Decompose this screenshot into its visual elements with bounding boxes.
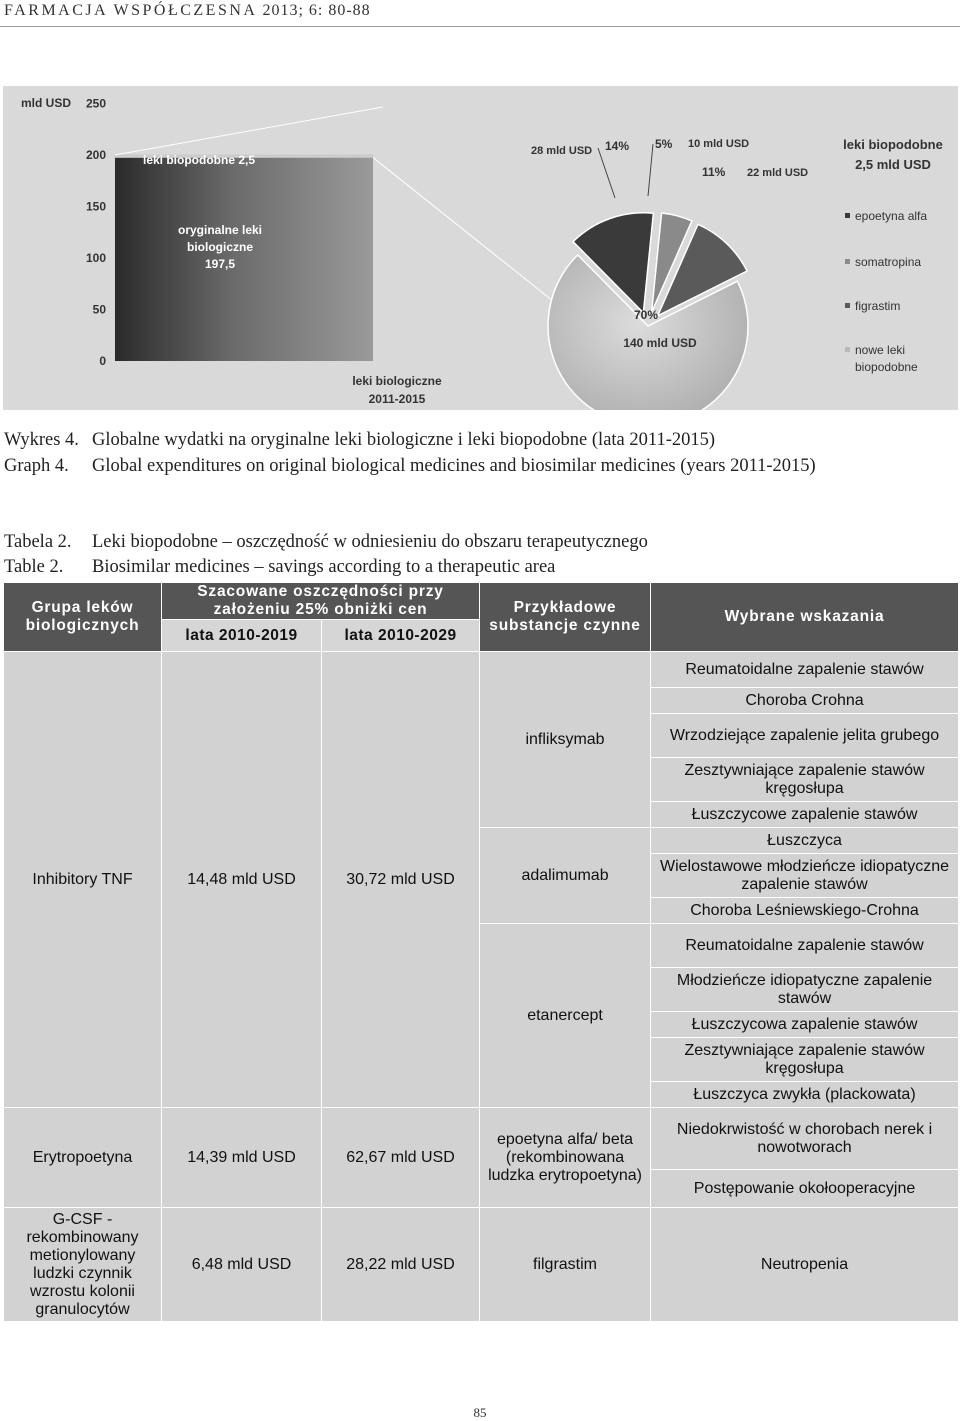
header-years-2019: lata 2010-2019 (162, 620, 322, 652)
epo-savings-2019: 14,39 mld USD (162, 1108, 322, 1208)
indication: Choroba Crohna (651, 688, 959, 714)
chart-svg (3, 86, 958, 410)
connector-line (373, 158, 563, 309)
bar-label-biosimilar: leki biopodobne 2,5 (143, 153, 256, 167)
epo-savings-2029: 62,67 mld USD (322, 1108, 480, 1208)
header-group: Grupa leków biologicznych (4, 583, 162, 652)
bar-label-original: 197,5 (204, 257, 236, 271)
expenditure-chart (3, 86, 958, 410)
legend-label: biopodobne (855, 360, 918, 374)
x-category-label: leki biologiczne (352, 374, 442, 388)
legend-swatch (845, 259, 850, 264)
journal-header (4, 2, 371, 20)
legend-label: nowe leki (855, 343, 906, 357)
legend-label: epoetyna alfa (855, 209, 928, 223)
tnf-savings-2019: 14,48 mld USD (162, 652, 322, 1108)
legend-swatch (845, 213, 850, 218)
y-tick-label: 250 (85, 96, 106, 111)
indication: Wrzodziejące zapalenie jelita grubego (651, 714, 959, 758)
gcsf-savings-2029: 28,22 mld USD (322, 1208, 480, 1322)
indication: Łuszczyca zwykła (plackowata) (651, 1082, 959, 1108)
pie-title: leki biopodobne (843, 137, 943, 152)
group-gcsf: G-CSF - rekombinowany metionylowany ludzki czynnik wzrostu kolonii granulocytów (4, 1208, 162, 1322)
table-caption-pl-text: Leki biopodobne – oszczędność w odniesieniu do obszaru terapeutycznego (92, 532, 648, 552)
y-axis-label: mld USD (21, 96, 72, 110)
indication: Postępowanie okołooperacyjne (651, 1170, 959, 1208)
header-indications: Wybrane wskazania (651, 583, 959, 652)
gcsf-savings-2019: 6,48 mld USD (162, 1208, 322, 1322)
connector-line (115, 107, 383, 155)
pie-percent-label: 70% (633, 308, 659, 322)
y-tick-label: 200 (85, 148, 106, 162)
table-caption-pl-label: Tabela 2. (4, 532, 72, 552)
bar-label-original: biologiczne (187, 240, 253, 254)
pie-value-label: 10 mld USD (688, 138, 750, 150)
pie-title: 2,5 mld USD (855, 157, 931, 172)
header-rule (0, 26, 960, 27)
graph-caption-pl (4, 430, 715, 451)
indication: Wielostawowe młodzieńcze idiopatyczne zapalenie stawów (651, 854, 959, 898)
legend-label: somatropina (855, 255, 922, 269)
indication: Reumatoidalne zapalenie stawów (651, 924, 959, 968)
pie-value-label: 22 mld USD (747, 167, 809, 179)
substance-etanercept: etanercept (480, 924, 651, 1108)
table-caption-pl (4, 532, 648, 553)
legend-swatch (845, 303, 850, 308)
indication: Reumatoidalne zapalenie stawów (651, 652, 959, 688)
y-tick-label: 0 (99, 354, 106, 368)
page-number: 85 (473, 1405, 487, 1420)
tnf-savings-2029: 30,72 mld USD (322, 652, 480, 1108)
graph-caption-en-text: Global expenditures on original biological medicines and biosimilar medicines (years 2011-2015) (92, 456, 816, 476)
indication: Zesztywniające zapalenie stawów kręgosłupa (651, 758, 959, 802)
graph-caption-pl-label: Wykres 4. (4, 430, 79, 450)
graph-caption-en (4, 456, 816, 477)
group-epo: Erytropoetyna (4, 1108, 162, 1208)
substance-epoetyna: epoetyna alfa/ beta (rekombinowana ludzka erytropoetyna) (480, 1108, 651, 1208)
legend-label: figrastim (855, 299, 901, 313)
group-tnf: Inhibitory TNF (4, 652, 162, 1108)
header-years-2029: lata 2010-2029 (322, 620, 480, 652)
pie-value-label: 28 mld USD (531, 145, 593, 157)
indication: Choroba Leśniewskiego-Crohna (651, 898, 959, 924)
indication: Niedokrwistość w chorobach nerek i nowotworach (651, 1108, 959, 1170)
indication: Łuszczycowe zapalenie stawów (651, 802, 959, 828)
indication: Zesztywniające zapalenie stawów kręgosłupa (651, 1038, 959, 1082)
savings-table (3, 582, 959, 1322)
indication: Neutropenia (651, 1208, 959, 1322)
journal-name: FARMACJA WSPÓŁCZESNA (4, 2, 258, 19)
table-caption-en-text: Biosimilar medicines – savings according to a therapeutic area (92, 557, 556, 577)
pie-value-label: 140 mld USD (623, 336, 697, 350)
leader-line (598, 148, 615, 198)
graph-caption-en-label: Graph 4. (4, 456, 69, 476)
y-tick-label: 150 (85, 199, 106, 214)
graph-caption-pl-text: Globalne wydatki na oryginalne leki biologiczne i leki biopodobne (lata 2011-2015) (92, 430, 716, 450)
table-caption-en (4, 557, 555, 578)
pie-percent-label: 11% (702, 165, 726, 179)
substance-adalimumab: adalimumab (480, 828, 651, 924)
substance-infliksymab: infliksymab (480, 652, 651, 828)
indication: Łuszczycowa zapalenie stawów (651, 1012, 959, 1038)
legend-swatch (845, 347, 850, 352)
indication: Młodzieńcze idiopatyczne zapalenie stawów (651, 968, 959, 1012)
journal-issue: 2013; 6: 80-88 (262, 2, 371, 19)
header-savings: Szacowane oszczędności przy założeniu 25% obniżki cen (162, 583, 480, 620)
pie-percent-label: 14% (605, 139, 630, 153)
leader-line (648, 144, 653, 196)
y-tick-label: 100 (85, 251, 106, 265)
indication: Łuszczyca (651, 828, 959, 854)
substance-filgrastim: filgrastim (480, 1208, 651, 1322)
pie-percent-label: 5% (655, 137, 673, 151)
table-caption-en-label: Table 2. (4, 557, 64, 577)
bar-original (115, 158, 373, 361)
bar-label-original: oryginalne leki (177, 223, 263, 237)
header-substances: Przykładowe substancje czynne (480, 583, 651, 652)
y-tick-label: 50 (92, 302, 106, 317)
x-category-label: 2011-2015 (368, 392, 426, 406)
